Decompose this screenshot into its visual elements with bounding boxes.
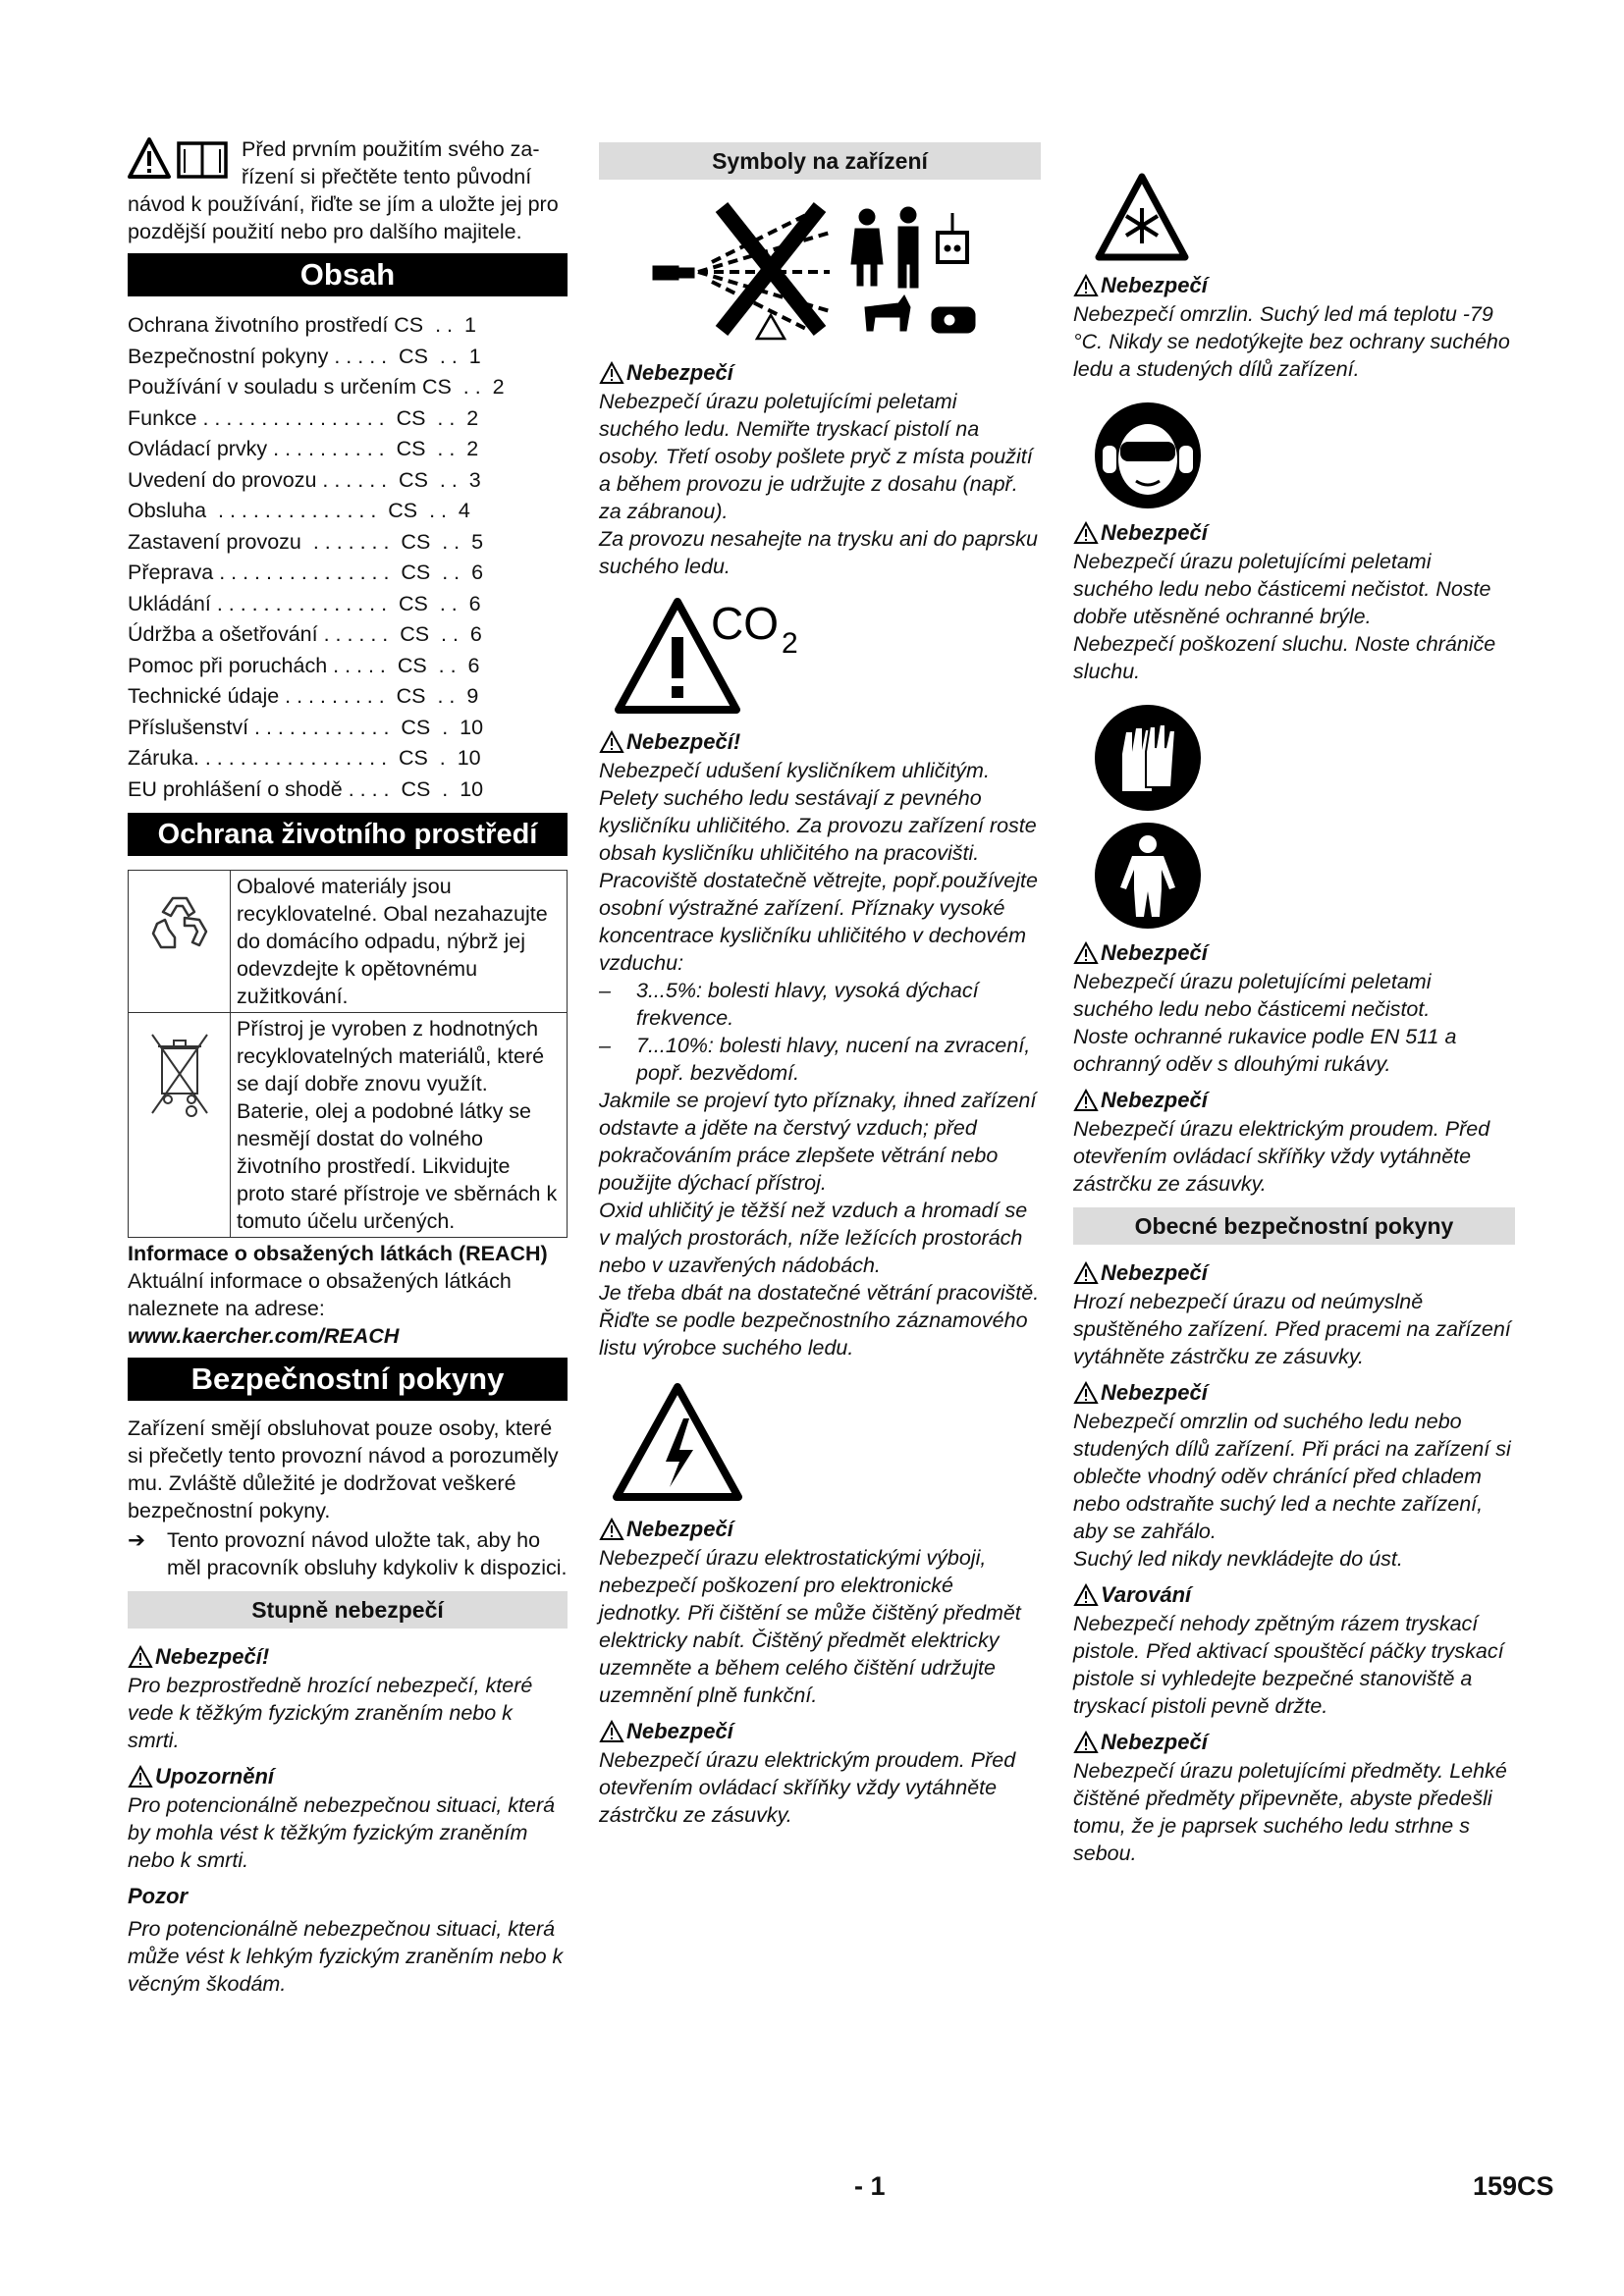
warning-text: Nebezpečí úrazu elektrostatickými výboji, nebezpečí poškození pro elektronické jednotky. Při čištění se může čištěný předmět elektricky nabít. Čištěný předmět elektricky uzemněte a během celého čištění udržujte uzemnění plně funkční. <box>599 1546 1021 1707</box>
instruction-item <box>128 1526 568 1581</box>
list-item: – 7...10%: bolesti hlavy, nucení na zvracení, popř. bezvědomí. <box>599 1034 1031 1085</box>
warning-triangle-icon <box>599 730 624 754</box>
warning-heading: Nebezpečí <box>599 1717 1041 1746</box>
danger-levels-title: Stupně nebezpečí <box>128 1591 568 1629</box>
co2-warning-icon <box>609 592 825 720</box>
no-spray-people-icon <box>643 193 997 350</box>
protective-suit-icon <box>1093 821 1203 931</box>
toc-item[interactable]: Pomoc při poruchách . . . . . CS . . 6 <box>128 653 480 677</box>
warning-heading: Nebezpečí <box>1073 1258 1515 1288</box>
toc-item[interactable]: Obsluha . . . . . . . . . . . . . . CS . . 4 <box>128 499 470 522</box>
warning-heading: Nebezpečí <box>1073 1728 1515 1757</box>
recycle-icon <box>145 888 214 957</box>
toc-item[interactable]: Ukládání . . . . . . . . . . . . . . . CS . . 6 <box>128 591 481 615</box>
warning-heading: Pozor <box>128 1884 189 1908</box>
warning-heading: Nebezpečí <box>1073 1378 1515 1408</box>
warning-triangle-icon <box>1073 1583 1099 1607</box>
crossed-bin-icon <box>148 1031 211 1125</box>
warning-text: Nebezpečí omrzlin. Suchý led má teplotu -79 °C. Nikdy se nedotýkejte bez ochrany suchého ledu a studených dílů zařízení. <box>1073 302 1510 381</box>
warning-triangle-icon <box>1073 274 1099 297</box>
toc-item[interactable]: Bezpečnostní pokyny . . . . . CS . . 1 <box>128 344 481 368</box>
warning-text: Suchý led nikdy nevkládejte do úst. <box>1073 1547 1403 1571</box>
level-text: Pro potencionálně nebezpečnou situaci, která může vést k lehkým fyzickým zraněním nebo k věcným škodám. <box>128 1917 564 1996</box>
symbols-title: Symboly na zařízení <box>599 142 1041 180</box>
co2-label: CO <box>711 598 779 649</box>
toc-item[interactable]: Přeprava . . . . . . . . . . . . . . . CS . . 6 <box>128 561 484 584</box>
environment-text: Obalové materiály jsou recyklovatelné. Obal nezahazujte do domácího odpadu, nýbrž jej odevzdejte k opětovnému zužitkování. <box>237 875 548 1008</box>
goggles-ear-protection-icon <box>1093 400 1203 510</box>
warning-heading: Upozornění <box>128 1762 568 1791</box>
environment-row <box>129 1013 567 1237</box>
environment-text: Přístroj je vyroben z hodnotných recyklovatelných materiálů, které se dají dobře znovu využít. Baterie, olej a podobné látky se nesmějí dostat do volného životního prostředí. Likvidujte proto staré přístroje ve sběrnách k tomuto účelu určených. <box>237 1017 558 1233</box>
warning-triangle-icon <box>599 1518 624 1541</box>
warning-heading: Nebezpečí <box>1073 938 1515 968</box>
cold-warning-icon <box>1093 135 1191 263</box>
reach-title: Informace o obsažených látkách (REACH) <box>128 1242 548 1265</box>
general-safety-title: Obecné bezpečnostní pokyny <box>1073 1207 1515 1245</box>
safety-intro: Zařízení smějí obsluhovat pouze osoby, které si přečetly tento provozní návod a porozuměly mu. Zvláště důležité je dodržovat veškeré bezpečnostní pokyny. <box>128 1416 559 1522</box>
page-number: - 1 <box>854 2171 886 2201</box>
warning-triangle-icon <box>1073 941 1099 965</box>
toc-item[interactable]: Funkce . . . . . . . . . . . . . . . . CS . . 2 <box>128 405 479 430</box>
warning-heading: Nebezpečí! <box>128 1642 568 1672</box>
co2-subscript: 2 <box>782 627 798 660</box>
warning-text: Jakmile se projeví tyto příznaky, ihned zařízení odstavte a jděte na čerstvý vzduch; před pokračováním práce zlepšete větrání nebo použijte dýchací přístroj. <box>599 1089 1037 1195</box>
page-code: 159CS <box>1473 2171 1554 2201</box>
warning-text: Nebezpečí úrazu elektrickým proudem. Před otevřením ovládací skříňky vždy vytáhněte zástrčku ze zásuvky. <box>599 1748 1016 1827</box>
toc-item[interactable]: Příslušenství . . . . . . . . . . . . CS . 10 <box>128 715 484 739</box>
warning-triangle-icon <box>128 1765 153 1789</box>
warning-text: Nebezpečí úrazu poletujícími peletami suchého ledu. Nemiřte tryskací pistolí na osoby. Třetí osoby pošlete pryč z místa použití a během provozu je udržujte z dosahu (např. za zábranou). <box>599 390 1033 523</box>
intro-line-1: Před prvním použitím svého za- <box>242 137 540 161</box>
environment-table <box>128 870 568 1238</box>
toc-item[interactable]: EU prohlášení o shodě . . . . CS . 10 <box>128 776 484 801</box>
warning-heading: Nebezpečí <box>599 358 1041 388</box>
instruction-text: Tento provozní návod uložte tak, aby ho měl pracovník obsluhy kdykoliv k dispozici. <box>167 1528 568 1579</box>
warning-text: Nebezpečí omrzlin od suchého ledu nebo studených dílů zařízení. Při práci na zařízení si oblečte vhodný oděv chránící před chladem nebo odstraňte suchý led a nechte zařízení, aby se zahřálo. <box>1073 1410 1511 1543</box>
warning-text: Za provozu nesahejte na trysku ani do paprsku suchého ledu. <box>599 527 1038 578</box>
warning-triangle-icon <box>599 361 624 385</box>
warning-heading: Nebezpečí <box>1073 271 1515 300</box>
warning-triangle-icon <box>599 1720 624 1743</box>
toc-item[interactable]: Zastavení provozu . . . . . . . CS . . 5 <box>128 529 484 554</box>
warning-text: Nebezpečí úrazu poletujícími předměty. Lehké čištěné předměty připevněte, abyste předešli tomu, že je paprsek suchého ledu strhne s sebou. <box>1073 1759 1507 1865</box>
warning-triangle-icon <box>1073 1731 1099 1754</box>
column-left <box>128 135 568 1998</box>
toc-item[interactable]: Používání v souladu s určením CS . . 2 <box>128 375 505 399</box>
toc-title: Obsah <box>128 253 568 296</box>
warning-text: Noste ochranné rukavice podle EN 511 a ochranný oděv s dlouhými rukávy. <box>1073 1025 1457 1076</box>
warning-text: Nebezpečí nehody zpětným rázem tryskací pistole. Před aktivací spouštěcí páčky tryskací pistole si vyhledejte bezpečné stanoviště a tryskací pistoli pevně držte. <box>1073 1612 1504 1718</box>
environment-title: Ochrana životního prostředí <box>128 813 568 856</box>
toc-item[interactable]: Ovládací prvky . . . . . . . . . . CS . . 2 <box>128 437 479 460</box>
table-of-contents <box>128 310 568 805</box>
warning-triangle-icon <box>128 1645 153 1669</box>
intro-text: návod k používání, řiďte se jím a uložte jej pro pozdější použití nebo pro dalšího majitele. <box>128 192 559 243</box>
column-right <box>1073 135 1515 1867</box>
safety-title: Bezpečnostní pokyny <box>128 1358 568 1401</box>
warning-book-icon <box>128 137 234 181</box>
level-text: Pro bezprostředně hrozící nebezpečí, které vede k těžkým fyzickým zraněním nebo k smrti. <box>128 1674 533 1752</box>
warning-triangle-icon <box>1073 1381 1099 1405</box>
arrow-icon: ➔ <box>128 1528 146 1552</box>
toc-item[interactable]: Uvedení do provozu . . . . . . CS . . 3 <box>128 467 481 492</box>
warning-text: Je třeba dbát na dostatečné větrání pracoviště. <box>599 1281 1040 1305</box>
column-middle <box>599 135 1041 1829</box>
environment-row <box>129 871 567 1013</box>
gloves-icon <box>1093 703 1203 813</box>
toc-item[interactable]: Záruka. . . . . . . . . . . . . . . . . CS . 10 <box>128 746 481 770</box>
warning-heading: Nebezpečí <box>1073 1086 1515 1115</box>
warning-triangle-icon <box>1073 521 1099 545</box>
warning-heading: Nebezpečí <box>1073 518 1515 548</box>
warning-text: Nebezpečí úrazu elektrickým proudem. Před otevřením ovládací skříňky vždy vytáhněte zástrčku ze zásuvky. <box>1073 1117 1490 1196</box>
warning-text: Nebezpečí udušení kysličníkem uhličitým. Pelety suchého ledu sestávají z pevného kysličníku uhličitého. Za provozu zařízení roste obsah kysličníku uhličitého na pracovišti. Pracoviště dostatečně větrejte, popř.používejte osobní výstražné zařízení. Příznaky vysoké koncentrace kysličníku uhličitého v dechovém vzduchu: <box>599 759 1038 975</box>
warning-text: Nebezpečí poškození sluchu. Noste chrániče sluchu. <box>1073 632 1496 683</box>
toc-item[interactable]: Technické údaje . . . . . . . . . CS . . 9 <box>128 684 479 708</box>
warning-triangle-icon <box>1073 1089 1099 1112</box>
warning-text: Oxid uhličitý je těžší než vzduch a hromadí se v malých prostorách, níže ležících prostorách nebo v uzavřených nádobách. <box>599 1199 1028 1277</box>
reach-text: Aktuální informace o obsažených látkách naleznete na adrese: <box>128 1269 512 1320</box>
toc-item[interactable]: Ochrana životního prostředí CS . . 1 <box>128 313 476 337</box>
intro-line-2: řízení si přečtěte tento původní <box>242 165 532 188</box>
warning-text: Řiďte se podle bezpečnostního záznamového listu výrobce suchého ledu. <box>599 1308 1028 1360</box>
reach-link[interactable]: www.kaercher.com/REACH <box>128 1324 400 1348</box>
warning-triangle-icon <box>1073 1261 1099 1285</box>
toc-item[interactable]: Údržba a ošetřování . . . . . . CS . . 6 <box>128 622 482 646</box>
warning-text: Nebezpečí úrazu poletujícími peletami suchého ledu nebo částicemi nečistot. Noste dobře utěsněné ochranné brýle. <box>1073 550 1491 628</box>
electric-shock-icon <box>609 1379 746 1507</box>
intro-block <box>128 135 568 245</box>
warning-heading: Varování <box>1073 1580 1515 1610</box>
warning-heading: Nebezpečí <box>599 1515 1041 1544</box>
warning-heading: Nebezpečí! <box>599 727 1041 757</box>
warning-text: Hrozí nebezpečí úrazu od neúmyslně spuštěného zařízení. Před pracemi na zařízení vytáhněte zástrčku ze zásuvky. <box>1073 1290 1511 1368</box>
level-text: Pro potencionálně nebezpečnou situaci, která by mohla vést k těžkým fyzickým zraněním nebo k smrti. <box>128 1793 556 1872</box>
warning-text: Nebezpečí úrazu poletujícími peletami suchého ledu nebo částicemi nečistot. <box>1073 970 1432 1021</box>
list-item: – 3...5%: bolesti hlavy, vysoká dýchací frekvence. <box>599 979 979 1030</box>
